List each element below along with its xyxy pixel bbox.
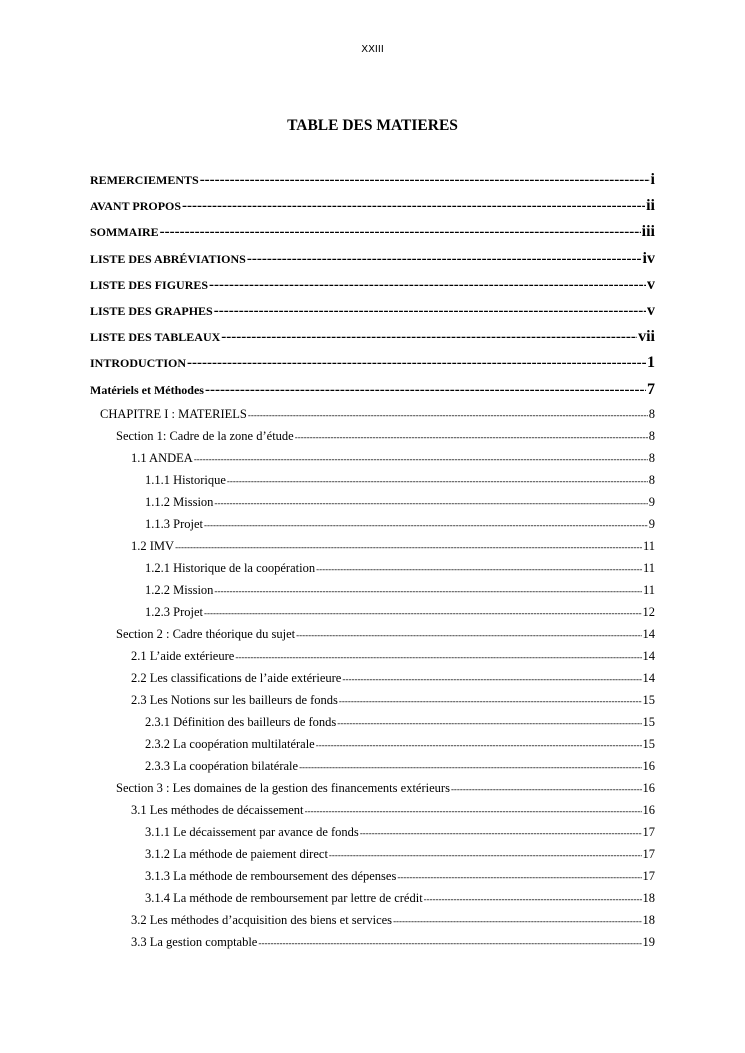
toc-entry-page: 16: [642, 758, 655, 773]
toc-entry-page: 8: [648, 406, 655, 421]
toc-entry-page: i: [650, 171, 655, 188]
toc-entry-label: Section 1: Cadre de la zone d’étude: [116, 428, 294, 443]
toc-entry-page: 8: [648, 472, 655, 487]
toc-entry-label: 1.1 ANDEA: [131, 450, 193, 465]
toc-entry[interactable]: [90, 847, 655, 869]
toc-entry-label: 1.2.3 Projet: [145, 604, 203, 619]
toc-entry-page: 18: [642, 890, 655, 905]
toc-entry[interactable]: [90, 649, 655, 671]
toc-dot-leader: [247, 251, 642, 268]
toc-entry-page: 1: [647, 354, 655, 372]
toc-entry-label: 3.1.1 Le décaissement par avance de fonds: [145, 824, 359, 839]
toc-dot-leader: [209, 277, 646, 294]
toc-entry[interactable]: [90, 605, 655, 627]
toc-entry-page: 9: [648, 516, 655, 531]
toc-dot-leader: [175, 542, 642, 552]
toc-dot-leader: [227, 476, 648, 486]
toc-entry[interactable]: [90, 737, 655, 759]
toc-entry-page: 14: [642, 648, 655, 663]
toc-dot-leader: [214, 303, 646, 320]
toc-dot-leader: [204, 520, 648, 530]
toc-entry-page: ii: [646, 197, 655, 215]
toc-entry-page: 16: [642, 802, 655, 817]
toc-dot-leader: [235, 652, 641, 662]
toc-dot-leader: [160, 224, 641, 241]
toc-dot-leader: [295, 432, 648, 442]
toc-dot-leader: [214, 586, 642, 596]
toc-entry-page: 11: [642, 582, 655, 597]
toc-entry[interactable]: [90, 451, 655, 473]
toc-entry-page: iv: [642, 249, 655, 267]
toc-entry-label: LISTE DES ABRÉVIATIONS: [90, 251, 246, 266]
toc-entry-label: REMERCIEMENTS: [90, 173, 199, 187]
toc-entry-page: 19: [642, 934, 655, 949]
toc-entry[interactable]: [90, 197, 655, 223]
toc-dot-leader: [451, 784, 642, 794]
toc-entry-label: 2.2 Les classifications de l’aide extérieure: [131, 670, 342, 685]
toc-entry[interactable]: [90, 381, 655, 407]
toc-entry-label: 3.2 Les méthodes d’acquisition des biens et services: [131, 912, 393, 927]
toc-entry-label: 3.1.4 La méthode de remboursement par lettre de crédit: [145, 890, 423, 905]
toc-entry-label: 2.3 Les Notions sur les bailleurs de fonds: [131, 692, 338, 707]
toc-entry-label: AVANT PROPOS: [90, 199, 182, 214]
toc-entry-page: 15: [642, 692, 655, 707]
toc-entry-page: 14: [642, 670, 655, 685]
toc-entry[interactable]: [90, 825, 655, 847]
toc-entry-page: 18: [642, 912, 655, 927]
toc-entry-page: 15: [642, 736, 655, 751]
toc-entry-page: v: [647, 301, 655, 319]
toc-entry[interactable]: [90, 671, 655, 693]
toc-entry-label: 3.3 La gestion comptable: [131, 934, 258, 949]
page-number: XXIII: [361, 44, 384, 55]
toc-entry-label: 2.1 L’aide extérieure: [131, 648, 235, 663]
toc-dot-leader: [342, 674, 641, 684]
toc-dot-leader: [296, 630, 641, 640]
toc-entry[interactable]: [90, 250, 655, 276]
toc-entry-page: 8: [648, 450, 655, 465]
toc-entry-label: 1.1.3 Projet: [145, 516, 203, 531]
toc-dot-leader: [187, 355, 646, 372]
toc-dot-leader: [205, 382, 646, 399]
toc-entry[interactable]: [90, 803, 655, 825]
toc-entry[interactable]: [90, 276, 655, 302]
toc-entry-page: iii: [641, 223, 655, 241]
toc-entry-label: CHAPITRE I : MATERIELS: [100, 406, 247, 421]
toc-entry[interactable]: [90, 715, 655, 737]
toc-entry[interactable]: [90, 354, 655, 380]
toc-entry-label: 1.1.1 Historique: [145, 472, 226, 487]
toc-entry-label: Matériels et Méthodes: [90, 382, 204, 397]
toc-entry-page: 17: [642, 824, 655, 839]
toc-entry-label: 2.3.1 Définition des bailleurs de fonds: [145, 714, 337, 729]
toc-dot-leader: [200, 172, 650, 189]
toc-dot-leader: [182, 198, 645, 215]
toc-entry-label: 1.2.1 Historique de la coopération: [145, 560, 316, 575]
toc-entry-label: 2.3.2 La coopération multilatérale: [145, 736, 315, 751]
toc-entry-label: 3.1 Les méthodes de décaissement: [131, 802, 304, 817]
page-title: TABLE DES MATIERES: [287, 117, 458, 134]
toc-entry-page: 11: [642, 560, 655, 575]
toc-entry[interactable]: [90, 407, 655, 429]
toc-dot-leader: [393, 916, 641, 926]
toc-entry[interactable]: [90, 891, 655, 913]
toc-entry-label: 3.1.3 La méthode de remboursement des dépenses: [145, 868, 397, 883]
toc-entry-label: 3.1.2 La méthode de paiement direct: [145, 846, 328, 861]
toc-entry[interactable]: [90, 781, 655, 803]
toc-dot-leader: [316, 564, 642, 574]
toc-entry-label: SOMMAIRE: [90, 225, 159, 240]
toc-entry-page: 17: [642, 868, 655, 883]
toc-entry-page: vii: [638, 328, 655, 346]
toc-dot-leader: [221, 329, 637, 346]
toc-entry[interactable]: [90, 473, 655, 495]
toc-entry[interactable]: [90, 759, 655, 781]
toc-dot-leader: [337, 718, 641, 728]
toc-entry-page: 9: [648, 494, 655, 509]
table-of-contents: [90, 171, 655, 957]
toc-entry-page: v: [647, 275, 655, 293]
toc-entry-label: Section 3 : Les domaines de la gestion des financements extérieurs: [116, 780, 450, 795]
toc-dot-leader: [299, 762, 641, 772]
toc-entry-label: LISTE DES GRAPHES: [90, 303, 213, 318]
toc-dot-leader: [248, 410, 648, 420]
toc-dot-leader: [329, 850, 642, 860]
toc-entry[interactable]: [90, 171, 655, 197]
toc-entry[interactable]: [90, 429, 655, 451]
toc-entry-page: 14: [642, 626, 655, 641]
toc-entry-label: INTRODUCTION: [90, 356, 187, 371]
toc-entry-label: 2.3.3 La coopération bilatérale: [145, 758, 299, 773]
toc-entry-page: 15: [642, 714, 655, 729]
toc-entry-label: 1.2 IMV: [131, 538, 175, 553]
toc-entry[interactable]: [90, 328, 655, 354]
toc-entry-label: LISTE DES TABLEAUX: [90, 330, 221, 345]
toc-entry-label: 1.1.2 Mission: [145, 494, 214, 509]
toc-entry-page: 8: [648, 428, 655, 443]
toc-entry[interactable]: [90, 627, 655, 649]
toc-entry-label: 1.2.2 Mission: [145, 582, 214, 597]
toc-dot-leader: [424, 894, 642, 904]
toc-entry-page: 17: [642, 846, 655, 861]
toc-dot-leader: [360, 828, 642, 838]
toc-entry[interactable]: [90, 913, 655, 935]
toc-dot-leader: [204, 608, 642, 618]
toc-entry[interactable]: [90, 539, 655, 561]
toc-dot-leader: [339, 696, 642, 706]
toc-dot-leader: [214, 498, 647, 508]
toc-dot-leader: [258, 938, 641, 948]
toc-dot-leader: [305, 806, 642, 816]
toc-entry[interactable]: [90, 302, 655, 328]
toc-entry[interactable]: [90, 583, 655, 605]
toc-entry-page: 7: [647, 380, 655, 398]
toc-entry[interactable]: [90, 693, 655, 715]
toc-dot-leader: [194, 454, 648, 464]
toc-entry[interactable]: [90, 223, 655, 249]
toc-entry-page: 12: [642, 604, 655, 619]
toc-dot-leader: [397, 872, 641, 882]
toc-entry[interactable]: [90, 935, 655, 957]
toc-entry[interactable]: [90, 517, 655, 539]
toc-entry-page: 11: [642, 538, 655, 553]
toc-entry[interactable]: [90, 561, 655, 583]
toc-entry-page: 16: [642, 780, 655, 795]
toc-dot-leader: [316, 740, 642, 750]
toc-entry[interactable]: [90, 495, 655, 517]
toc-entry-label: LISTE DES FIGURES: [90, 277, 209, 292]
toc-entry-label: Section 2 : Cadre théorique du sujet: [116, 626, 296, 641]
toc-entry[interactable]: [90, 869, 655, 891]
